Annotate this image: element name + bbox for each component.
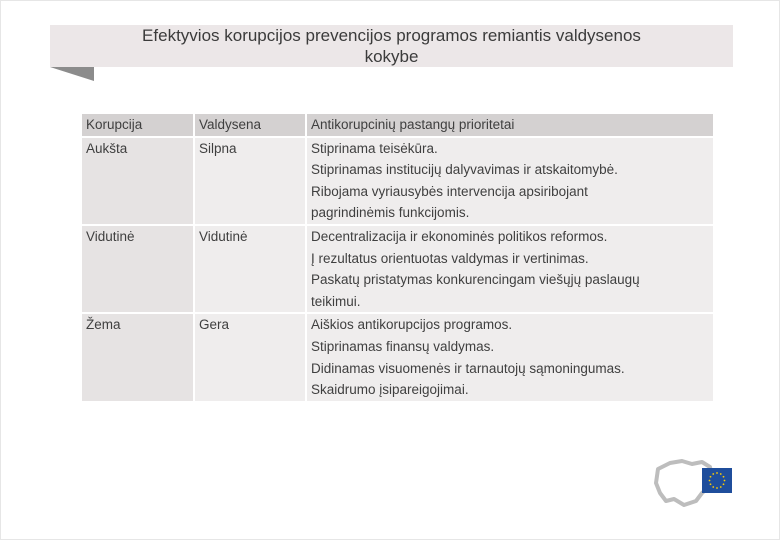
cell-governance: Vidutinė xyxy=(195,226,305,312)
table-row-medium xyxy=(82,226,713,312)
eu-star-icon xyxy=(723,476,725,478)
table-header-row xyxy=(82,114,713,136)
lithuania-eu-emblem xyxy=(652,455,734,509)
priority-line: Skaidrumo įsipareigojimai. xyxy=(311,382,469,398)
title-notch-decoration xyxy=(50,67,94,81)
eu-star-icon xyxy=(724,480,726,482)
priority-line: Ribojama vyriausybės intervencija apsiribojant xyxy=(311,183,588,199)
priority-line: teikimui. xyxy=(311,293,361,309)
header-governance: Valdysena xyxy=(195,114,305,136)
eu-star-icon xyxy=(712,473,714,475)
priorities-table xyxy=(80,112,715,403)
cell-priorities xyxy=(307,226,713,312)
cell-priorities xyxy=(307,138,713,224)
header-priorities: Antikorupcinių pastangų prioritetai xyxy=(307,114,713,136)
slide-title-line-2: kokybe xyxy=(364,47,419,66)
priority-line: Decentralizacija ir ekonominės politikos reformos. xyxy=(311,228,608,244)
table-row-low xyxy=(82,314,713,400)
cell-corruption: Žema xyxy=(82,314,193,400)
cell-governance: Gera xyxy=(195,314,305,400)
priority-line: pagrindinėmis funkcijomis. xyxy=(311,205,470,221)
eu-star-icon xyxy=(716,472,718,474)
priority-line: Didinamas visuomenės ir tarnautojų sąmoningumas. xyxy=(311,360,625,376)
eu-star-icon xyxy=(720,473,722,475)
slide-title-line-1: Efektyvios korupcijos prevencijos programos remiantis valdysenos xyxy=(142,26,641,45)
priority-line: Paskatų pristatymas konkurencingam viešųjų paslaugų xyxy=(311,272,640,288)
slide-title xyxy=(82,25,702,67)
eu-star-icon xyxy=(723,483,725,485)
cell-corruption: Aukšta xyxy=(82,138,193,224)
eu-star-icon xyxy=(716,487,718,489)
priority-line: Aiškios antikorupcijos programos. xyxy=(311,317,513,333)
cell-priorities xyxy=(307,314,713,400)
priority-line: Stiprinamas institucijų dalyvavimas ir atskaitomybė. xyxy=(311,162,618,178)
eu-star-icon xyxy=(710,476,712,478)
eu-star-icon xyxy=(709,480,711,482)
table-row-high xyxy=(82,138,713,224)
priority-line: Į rezultatus orientuotas valdymas ir vertinimas. xyxy=(311,250,589,266)
cell-governance: Silpna xyxy=(195,138,305,224)
eu-star-icon xyxy=(710,483,712,485)
eu-star-icon xyxy=(720,486,722,488)
title-bar xyxy=(50,25,733,67)
cell-corruption: Vidutinė xyxy=(82,226,193,312)
priority-line: Stiprinama teisėkūra. xyxy=(311,140,438,156)
eu-star-icon xyxy=(712,486,714,488)
header-corruption: Korupcija xyxy=(82,114,193,136)
eu-flag-icon xyxy=(702,468,732,493)
priority-line: Stiprinamas finansų valdymas. xyxy=(311,338,495,354)
